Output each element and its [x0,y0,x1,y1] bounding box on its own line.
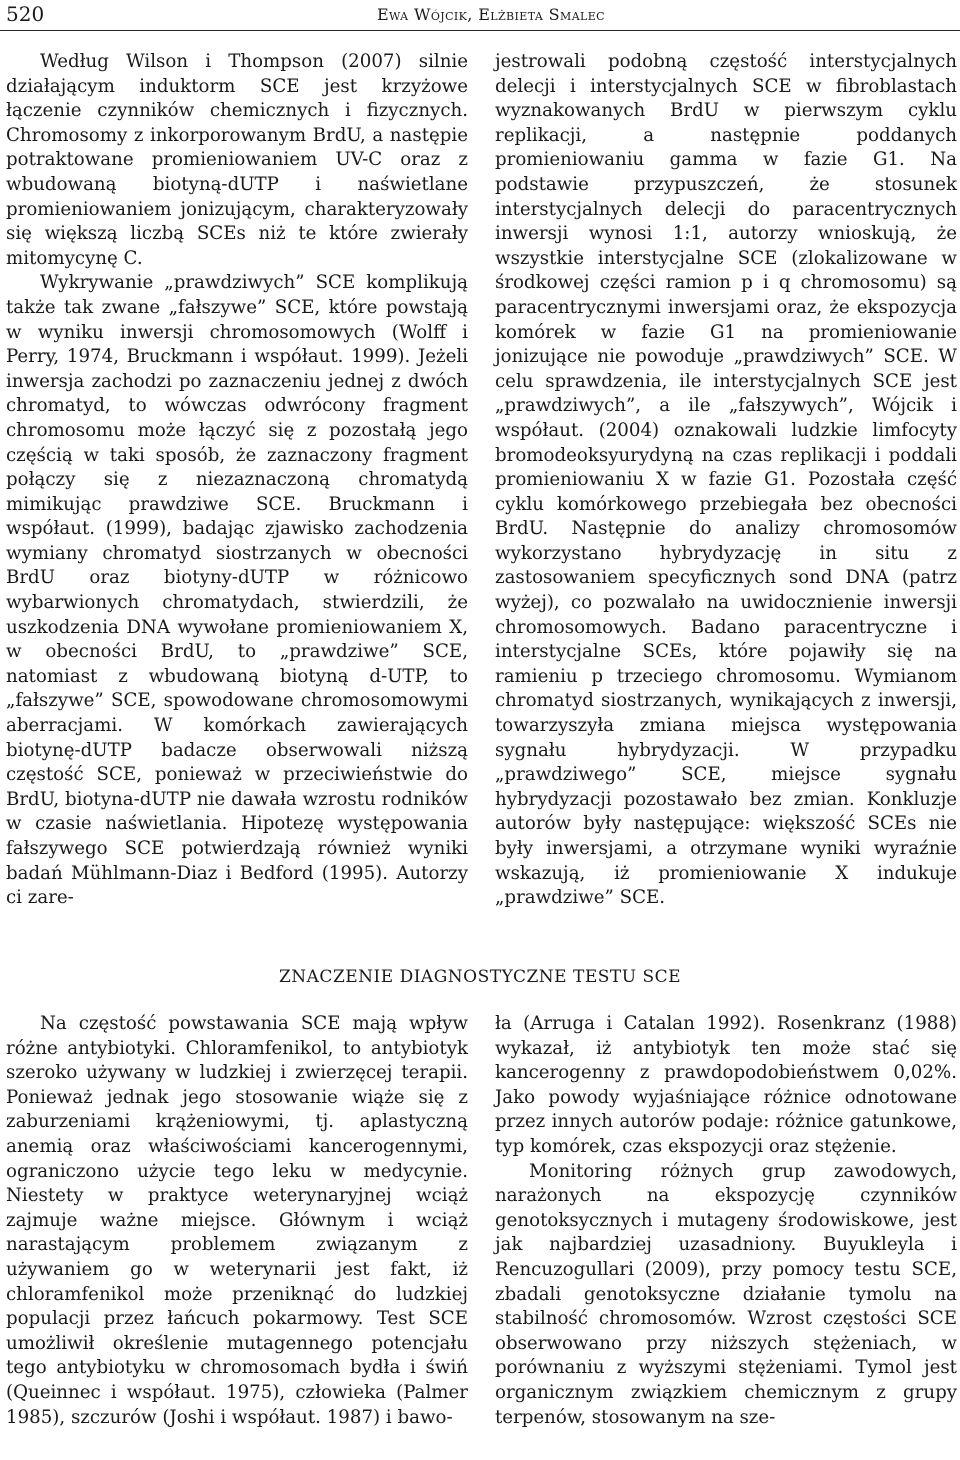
paragraph: ła (Arruga i Catalan 1992). Rosenkranz (1988) wykazał, iż antybiotyk ten może stać się kancerogenny z prawdopodobieństwem 0,02%. Jako powody wyjaśniające różnice odnotowane przez innych autorów podaje: różnice gatunkowe, typ komórek, czas ekspozycji oraz stężenie. [495,1013,957,1157]
paragraph: jestrowali podobną częstość interstycjalnych delecji i interstycjalnych SCE w fibroblastach wyznakowanych BrdU w pierwszym cyklu replikacji, a następnie poddanych promieniowaniu gamma w fazie G1. Na podstawie przypuszczeń, że stosunek interstycjalnych delecji do paracentrycznych inwersji wynosi 1:1, autorzy wnioskują, że wszystkie interstycjalne SCE (zlokalizowane w środkowej części ramion p i q chromosomu) są paracentrycznymi inwersjami oraz, że ekspozycja komórek w fazie G1 na promieniowanie jonizujące nie powoduje „prawdziwych” SCE. W celu sprawdzenia, ile interstycjalnych SCE jest „prawdziwych”, a ile „fałszywych”, Wójcik i współaut. (2004) oznakowali ludzkie limfocyty bromodeoksyurydyną na czas replikacji i poddali promieniowaniu X w fazie G1. Pozostała część cyklu komórkowego przebiegała bez obecności BrdU. Następnie do analizy chromosomów wykorzystano hybrydyzację in situ z zastosowaniem specyficznych sond DNA (patrz wyżej), co pozwalało na uwidocznienie inwersji chromosomowych. Badano paracentryczne i interstycjalne SCEs, które pojawiły się na ramieniu p trzeciego chromosomu. Wymianom chromatyd siostrzanych, wynikających z inwersji, towarzyszyła zmiana miejsca występowania sygnału hybrydyzacji. W przypadku „prawdziwego” SCE, miejsce sygnału hybrydyzacji pozostawało bez zmian. Konkluzje autorów były następujące: większość SCEs nie były inwersjami, a otrzymane wyniki wyraźnie wskazują, iż promieniowanie X indukuje „prawdziwe” SCE. [495,51,957,909]
page-header [0,0,960,31]
column-bottom-right [495,1012,957,1430]
column-bottom-left [6,1012,468,1430]
column-top-left [6,50,468,911]
running-head: Ewa Wójcik, Elżbieta Smalec [376,5,605,24]
page-number: 520 [6,2,45,26]
column-top-right [495,50,957,911]
paragraph: Na częstość powstawania SCE mają wpływ różne antybiotyki. Chloramfenikol, to antybiotyk szeroko używany w ludzkiej i zwierzęcej terapii. Ponieważ jednak jego stosowanie wiąże się z zaburzeniami krążeniowymi, tj. aplastyczną anemią oraz właściwościami kancerogennymi, ograniczono użycie tego leku w medycynie. Niestety w praktyce weterynaryjnej wciąż zajmuje ważne miejsce. Głównym i wciąż narastającym problemem związanym z używaniem go w weterynarii jest fakt, iż chloramfenikol może przeniknąć do ludzkiej populacji przez łańcuch pokarmowy. Test SCE umożliwił określenie mutagennego potencjału tego antybiotyku w chromosomach bydła i świń (Queinnec i współaut. 1975), człowieka (Palmer 1985), szczurów (Joshi i współaut. 1987) i bawo- [6,1013,468,1428]
paragraph: Monitoring różnych grup zawodowych, narażonych na ekspozycję czynników genotoksycznych i mutageny środowiskowe, jest jak najbardziej uzasadniony. Buyukleyla i Rencuzogullari (2009), przy pomocy testu SCE, zbadali genotoksyczne działanie tymolu na stabilność chromosomów. Wzrost częstości SCE obserwowano przy niższych stężeniach, w porównaniu z wyższymi stężeniami. Tymol jest organicznym związkiem chemicznym z grupy terpenów, stosowanym na sze- [495,1160,957,1428]
paragraph: Wykrywanie „prawdziwych” SCE komplikują także tak zwane „fałszywe” SCE, które powstają w wyniku inwersji chromosomowych (Wolff i Perry, 1974, Bruckmann i współaut. 1999). Jeżeli inwersja zachodzi po zaznaczeniu jednej z dwóch chromatyd, to wówczas odwrócony fragment chromosomu może łączyć się z pozostałą jego częścią w taki sposób, że zaznaczony fragment połączy się z niezaznaczoną chromatydą mimikując prawdziwe SCE. Bruckmann i współaut. (1999), badając zjawisko zachodzenia wymiany chromatyd siostrzanych w obecności BrdU oraz biotyny-dUTP w różnicowo wybarwionych chromatydach, stwierdzili, że uszkodzenia DNA wywołane promieniowaniem X, w obecności BrdU, to „prawdziwe” SCE, natomiast z wbudowaną biotyną d-UTP, to „fałszywe” SCE, spowodowane chromosomowymi aberracjami. W komórkach zawierających biotynę-dUTP badacze obserwowali niższą częstość SCE, ponieważ w przeciwieństwie do BrdU, biotyna-dUTP nie dawała wzrostu rodników w czasie naświetlania. Hipotezę występowania fałszywego SCE potwierdzają również wyniki badań Mühlmann-Diaz i Bedford (1995). Autorzy ci zare- [6,272,468,909]
section-heading: ZNACZENIE DIAGNOSTYCZNE TESTU SCE [278,967,682,987]
paragraph: Według Wilson i Thompson (2007) silnie działającym induktorm SCE jest krzyżowe łączenie czynników chemicznych i fizycznych. Chromosomy z inkorporowanym BrdU, a następie potraktowane promieniowaniem UV-C oraz z wbudowaną biotyną-dUTP i naświetlane promieniowaniem jonizującym, charakteryzowały się większą liczbą SCEs niż te które zwierały mitomycynę C. [6,51,468,269]
